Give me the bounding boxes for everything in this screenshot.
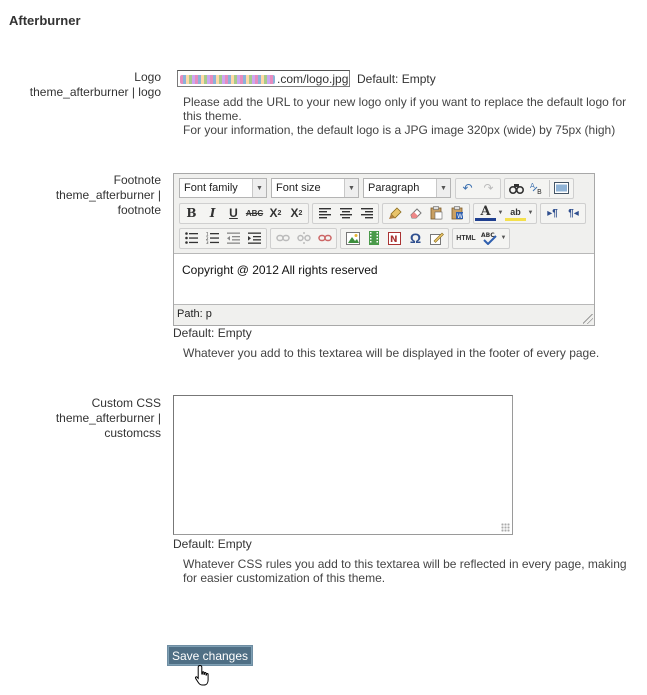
customcss-label: Custom CSS <box>91 396 161 410</box>
logo-url-value: .com/logo.jpg <box>277 72 349 86</box>
search-group <box>504 178 574 199</box>
direction-group <box>540 203 586 224</box>
logo-url-input[interactable] <box>177 70 350 87</box>
customcss-setting-name-2: customcss <box>104 426 161 440</box>
ltr-icon[interactable]: ▸¶ <box>547 207 558 219</box>
svg-text:2: 2 <box>206 236 209 241</box>
obscured-url-text <box>180 75 275 84</box>
highlight-color-icon[interactable]: ab <box>505 205 526 221</box>
chevron-down-icon: ▼ <box>252 179 266 197</box>
format-select[interactable] <box>363 178 451 198</box>
html-source-icon[interactable]: HTML <box>456 234 476 242</box>
text-style-group <box>179 203 309 224</box>
toolbar-row-3 <box>179 227 513 249</box>
svg-text:1: 1 <box>206 232 209 237</box>
clipboard-group <box>382 203 470 224</box>
font-family-select[interactable] <box>179 178 267 198</box>
chevron-down-icon[interactable]: ▼ <box>527 210 534 216</box>
alignment-group <box>312 203 379 224</box>
paste-icon[interactable] <box>426 204 447 223</box>
resize-handle-icon[interactable] <box>583 314 593 324</box>
code-group <box>452 228 510 249</box>
image-icon[interactable] <box>342 229 363 248</box>
eraser-icon[interactable] <box>405 204 426 223</box>
chevron-down-icon: ▼ <box>344 179 358 197</box>
italic-icon[interactable]: I <box>209 206 216 220</box>
customcss-setting-label <box>20 396 161 441</box>
paste-from-word-icon[interactable] <box>447 204 468 223</box>
align-left-icon[interactable] <box>314 204 335 223</box>
superscript-icon[interactable]: X 2 <box>290 206 303 220</box>
rtl-icon[interactable]: ¶◂ <box>568 207 579 219</box>
text-color-icon[interactable]: A <box>475 205 496 221</box>
svg-text:W: W <box>457 213 463 220</box>
chevron-down-icon: ▼ <box>436 179 450 197</box>
logo-setting-label <box>20 70 161 100</box>
outdent-icon[interactable] <box>223 229 244 248</box>
editor-path: Path: p <box>177 308 212 320</box>
svg-text:N: N <box>390 234 398 245</box>
custom-css-textarea[interactable] <box>173 395 513 535</box>
footnote-setting-name-2: footnote <box>117 203 161 217</box>
format-value: Paragraph <box>368 182 420 194</box>
logo-description <box>183 95 638 137</box>
special-char-icon[interactable]: Ω <box>409 230 422 246</box>
resize-handle-icon[interactable] <box>501 523 510 532</box>
logo-setting-name: theme_afterburner | logo <box>29 85 161 99</box>
nolink-icon[interactable] <box>314 229 335 248</box>
font-size-select[interactable] <box>271 178 359 198</box>
logo-default: Default: Empty <box>357 72 436 86</box>
svg-text:ABC: ABC <box>480 232 495 239</box>
footnote-setting-label <box>20 173 161 218</box>
link-group <box>270 228 337 249</box>
numbered-list-icon[interactable] <box>202 229 223 248</box>
svg-text:B: B <box>537 187 542 195</box>
redo-icon[interactable]: ↷ <box>483 181 494 195</box>
replace-icon[interactable] <box>527 179 548 198</box>
bullet-list-icon[interactable] <box>181 229 202 248</box>
svg-text:3: 3 <box>206 240 209 244</box>
logo-description-info: For your information, the default logo is a JPG image 320px (wide) by 75px (high) <box>183 123 616 137</box>
spellcheck-icon[interactable] <box>478 229 499 248</box>
hand-pointer-icon <box>194 664 212 688</box>
customcss-default: Default: Empty <box>173 537 252 551</box>
history-group <box>455 178 501 199</box>
cleanup-icon[interactable] <box>426 229 447 248</box>
chevron-down-icon[interactable]: ▼ <box>497 210 504 216</box>
logo-description-text: Please add the URL to your new logo only if you want to replace the default logo for this theme. <box>183 95 627 123</box>
footnote-default: Default: Empty <box>173 326 252 340</box>
toolbar-row-1 <box>179 177 577 199</box>
find-icon[interactable] <box>506 179 527 198</box>
unlink-icon[interactable] <box>293 229 314 248</box>
editor-content-area[interactable] <box>174 253 594 305</box>
chevron-down-icon[interactable]: ▼ <box>500 235 507 241</box>
bold-icon[interactable]: B <box>186 206 197 220</box>
align-center-icon[interactable] <box>335 204 356 223</box>
nonbreaking-icon[interactable] <box>384 229 405 248</box>
save-changes-button[interactable]: Save changes <box>167 645 253 666</box>
separator <box>549 180 550 197</box>
link-icon[interactable] <box>272 229 293 248</box>
underline-icon[interactable]: U <box>229 206 238 220</box>
page-title: Afterburner <box>9 13 81 28</box>
fullscreen-icon[interactable] <box>551 179 572 198</box>
indent-icon[interactable] <box>244 229 265 248</box>
footnote-description: Whatever you add to this textarea will be displayed in the footer of every page. <box>183 346 600 360</box>
footnote-label: Footnote <box>113 173 161 187</box>
svg-text:A: A <box>530 181 535 190</box>
toolbar-row-2 <box>179 202 589 224</box>
logo-label: Logo <box>134 70 161 84</box>
font-size-value: Font size <box>276 182 321 194</box>
cleanup-brush-icon[interactable] <box>384 204 405 223</box>
insert-group <box>340 228 449 249</box>
footnote-rich-text-editor <box>173 173 595 326</box>
customcss-setting-name-1: theme_afterburner | <box>55 411 161 425</box>
strikethrough-icon[interactable]: ABC <box>245 208 264 218</box>
media-icon[interactable] <box>363 229 384 248</box>
footnote-content: Copyright @ 2012 All rights reserved <box>182 263 378 277</box>
list-group <box>179 228 267 249</box>
customcss-description: Whatever CSS rules you add to this textarea will be reflected in every page, making for easier customization of this theme. <box>183 557 627 585</box>
subscript-icon[interactable]: X 2 <box>269 206 282 220</box>
undo-icon[interactable]: ↶ <box>462 181 473 195</box>
color-group <box>473 203 537 224</box>
align-right-icon[interactable] <box>356 204 377 223</box>
font-family-value: Font family <box>184 182 238 194</box>
footnote-setting-name-1: theme_afterburner | <box>55 188 161 202</box>
